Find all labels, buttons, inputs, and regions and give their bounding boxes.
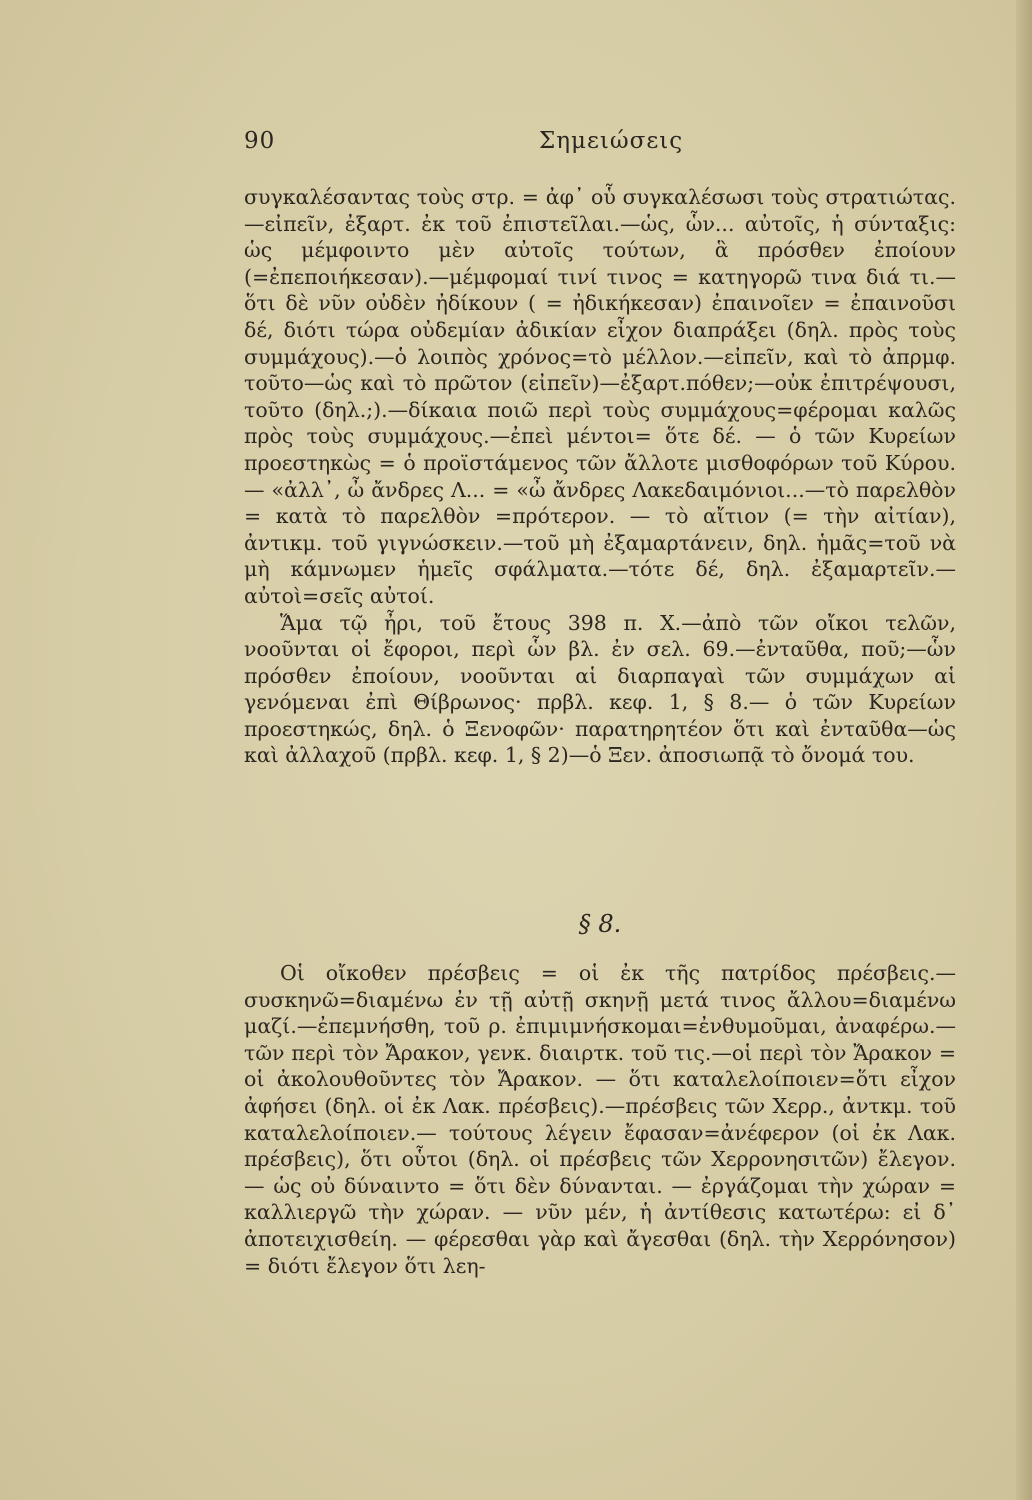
page-number: 90 <box>244 128 276 154</box>
notes-body-bottom <box>244 960 956 1279</box>
note-paragraph: συγκαλέσαντας τοὺς στρ. = ἀφ᾿ οὗ συγκαλέσωσι τοὺς στρατιώτας.—εἰπεῖν, ἐξαρτ. ἐκ τοῦ ἐπιστεῖλαι.—ὡς, ὧν... αὐτοῖς, ἡ σύνταξις: ὡς μέμφοιντο μὲν αὐτοῖς τούτων, ἃ πρόσθεν ἐποίουν (=ἐπεποιήκεσαν).—μέμφομαί τινί τινος = κατηγορῶ τινα διά τι.—ὅτι δὲ νῦν οὐδὲν ἠδίκουν ( = ἠδικήκεσαν) ἐπαινοῖεν = ἐπαινοῦσι δέ, διότι τώρα οὐδεμίαν ἀδικίαν εἶχον διαπράξει (δηλ. πρὸς τοὺς συμμάχους).—ὁ λοιπὸς χρόνος=τὸ μέλλον.—εἰπεῖν, καὶ τὸ ἀπρμφ. τοῦτο—ὡς καὶ τὸ πρῶτον (εἰπεῖν)—ἐξαρτ.πόθεν;—οὐκ ἐπιτρέψουσι, τοῦτο (δηλ.;).—δίκαια ποιῶ περὶ τοὺς συμμάχους=φέρομαι καλῶς πρὸς τοὺς συμμάχους.—ἐπεὶ μέντοι= ὅτε δέ. — ὁ τῶν Κυρείων προεστηκὼς = ὁ προϊστάμενος τῶν ἄλλοτε μισθοφόρων τοῦ Κύρου. — «ἀλλ᾿, ὦ ἄνδρες Λ... = «ὦ ἄνδρες Λακεδαιμόνιοι...—τὸ παρελθὸν = κατὰ τὸ παρελθὸν =πρότερον. — τὸ αἴτιον (= τὴν αἰτίαν), ἀντικμ. τοῦ γιγνώσκειν.—τοῦ μὴ ἐξαμαρτάνειν, δηλ. ἡμᾶς=τοῦ νὰ μὴ κάμνωμεν ἡμεῖς σφάλματα.—τότε δέ, δηλ. ἐξαμαρτεῖν.—αὐτοὶ=σεῖς αὐτοί. <box>244 185 956 608</box>
page-header <box>244 128 944 158</box>
running-title: Σημειώσεις <box>539 128 684 154</box>
note-paragraph: Οἱ οἴκοθεν πρέσβεις = οἱ ἐκ τῆς πατρίδος πρέσβεις.— συσκηνῶ=διαμένω ἐν τῇ αὐτῇ σκηνῇ μετά τινος ἄλλου=διαμένω μαζί.—ἐπεμνήσθη, τοῦ ρ. ἐπιμιμνήσκομαι=ἐνθυμοῦμαι, ἀναφέρω.—τῶν περὶ τὸν Ἄρακον, γενκ. διαιρτκ. τοῦ τις.—οἱ περὶ τὸν Ἄρακον = οἱ ἀκολουθοῦντες τὸν Ἄρακον. — ὅτι καταλελοίποιεν=ὅτι εἶχον ἀφήσει (δηλ. οἱ ἐκ Λακ. πρέσβεις).—πρέσβεις τῶν Χερρ., ἀντκμ. τοῦ καταλελοίποιεν.— τούτους λέγειν ἔφασαν=ἀνέφερον (οἱ ἐκ Λακ. πρέσβεις), ὅτι οὗτοι (δηλ. οἱ πρέσβεις τῶν Χερρονησιτῶν) ἔλεγον. — ὡς οὐ δύναιντο = ὅτι δὲν δύνανται. — ἐργάζομαι τὴν χώραν = καλλιεργῶ τὴν χώραν. — νῦν μέν, ἡ ἀντίθεσις κατωτέρω: εἰ δ᾿ ἀποτειχισθείη. — φέρεσθαι γὰρ καὶ ἄγεσθαι (δηλ. τὴν Χερρόνησον) = διότι ἔλεγον ὅτι λεη- <box>244 961 956 1278</box>
notes-body-top <box>244 184 956 769</box>
page-edge <box>1016 0 1032 1500</box>
note-paragraph: Ἅμα τῷ ἦρι, τοῦ ἔτους 398 π. Χ.—ἀπὸ τῶν οἴκοι τελῶν, νοοῦνται οἱ ἔφοροι, περὶ ὧν βλ. ἐν σελ. 69.—ἐνταῦθα, ποῦ;—ὧν πρόσθεν ἐποίουν, νοοῦνται αἱ διαρπαγαὶ τῶν συμμάχων αἱ γενόμεναι ἐπὶ Θίβρωνος· πρβλ. κεφ. 1, § 8.— ὁ τῶν Κυρείων προεστηκώς, δηλ. ὁ Ξενοφῶν· παρατηρητέον ὅτι καὶ ἐνταῦθα—ὡς καὶ ἀλλαχοῦ (πρβλ. κεφ. 1, § 2)—ὁ Ξεν. ἀποσιωπᾷ τὸ ὄνομά του. <box>244 610 956 768</box>
section-heading: § 8. <box>578 910 622 938</box>
